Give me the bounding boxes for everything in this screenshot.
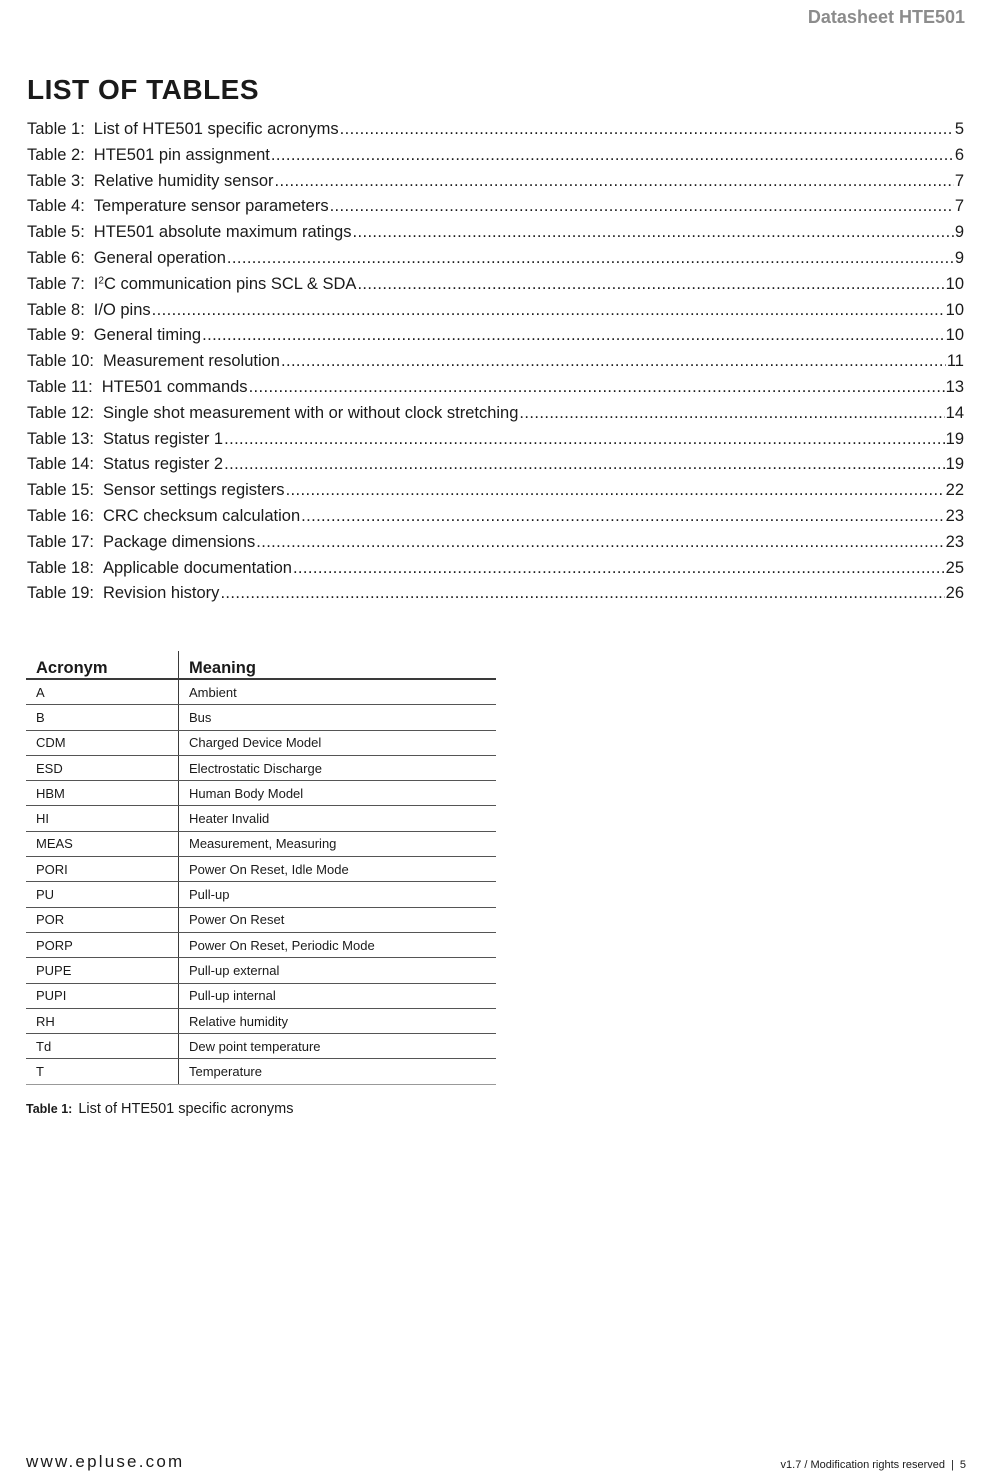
list-of-tables: [27, 117, 964, 607]
toc-dot-leader: [519, 401, 944, 427]
column-header-acronym: Acronym: [26, 651, 179, 679]
toc-entry-number: Table 14:: [27, 455, 94, 474]
acronym-cell: RH: [26, 1008, 179, 1033]
table-row: [26, 983, 496, 1008]
acronym-cell: PUPI: [26, 983, 179, 1008]
acronym-cell: PU: [26, 882, 179, 907]
toc-entry[interactable]: [27, 143, 964, 169]
toc-entry-title: Relative humidity sensor: [93, 171, 274, 190]
toc-entry[interactable]: [27, 169, 964, 195]
toc-entry-page: 23: [945, 506, 964, 525]
acronym-cell: PORI: [26, 857, 179, 882]
meaning-cell: Ambient: [179, 679, 497, 705]
toc-entry-number: Table 7:: [27, 274, 85, 293]
toc-dot-leader: [224, 452, 945, 478]
toc-dot-leader: [202, 323, 945, 349]
toc-entry-number: Table 16:: [27, 506, 94, 525]
toc-dot-leader: [301, 504, 945, 530]
toc-dot-leader: [220, 581, 944, 607]
meaning-cell: Dew point temperature: [179, 1034, 497, 1059]
toc-dot-leader: [286, 478, 945, 504]
acronym-cell: HBM: [26, 781, 179, 806]
toc-entry-number: Table 19:: [27, 584, 94, 603]
toc-entry-title: HTE501 absolute maximum ratings: [93, 223, 352, 242]
toc-entry-number: Table 2:: [27, 145, 85, 164]
toc-dot-leader: [249, 375, 945, 401]
acronyms-table: [26, 651, 496, 1085]
acronym-cell: Td: [26, 1034, 179, 1059]
toc-entry[interactable]: [27, 194, 964, 220]
toc-entry-title: Single shot measurement with or without clock stretching: [102, 403, 519, 422]
table-row: [26, 755, 496, 780]
acronym-cell: ESD: [26, 755, 179, 780]
toc-entry-title: Status register 1: [102, 429, 224, 448]
toc-dot-leader: [340, 117, 954, 143]
table-row: [26, 679, 496, 705]
meaning-cell: Human Body Model: [179, 781, 497, 806]
toc-dot-leader: [293, 556, 945, 582]
acronym-cell: T: [26, 1059, 179, 1084]
toc-entry-page: 25: [945, 558, 964, 577]
superscript-two: 2: [98, 275, 104, 287]
toc-entry-number: Table 17:: [27, 532, 94, 551]
list-of-tables-heading: LIST OF TABLES: [27, 74, 260, 105]
toc-entry-page: 10: [945, 326, 964, 345]
toc-entry-page: 23: [945, 532, 964, 551]
toc-entry-number: Table 11:: [27, 377, 93, 396]
toc-entry[interactable]: [27, 246, 964, 272]
toc-entry-number: Table 15:: [27, 481, 94, 500]
toc-entry-page: 5: [954, 120, 964, 138]
toc-dot-leader: [271, 143, 954, 169]
toc-entry-title: $I^2C$ communication pins SCL & SDA: [93, 274, 357, 293]
meaning-cell: Power On Reset, Periodic Mode: [179, 932, 497, 957]
footer-separator: |: [951, 1459, 954, 1471]
toc-entry-number: Table 8:: [27, 300, 85, 319]
toc-entry-page: 7: [954, 197, 964, 216]
toc-entry[interactable]: [27, 556, 964, 582]
toc-entry-title: Temperature sensor parameters: [93, 197, 329, 216]
acronym-cell: MEAS: [26, 831, 179, 856]
toc-entry-number: Table 12:: [27, 403, 94, 422]
version-note: v1.7 / Modification rights reserved: [780, 1459, 946, 1471]
toc-entry[interactable]: [27, 323, 964, 349]
toc-dot-leader: [256, 530, 944, 556]
toc-entry[interactable]: [27, 298, 964, 324]
meaning-cell: Electrostatic Discharge: [179, 755, 497, 780]
table-row: [26, 781, 496, 806]
toc-entry-page: 14: [945, 403, 964, 422]
acronym-cell: POR: [26, 907, 179, 932]
meaning-cell: Bus: [179, 705, 497, 730]
toc-entry-page: 9: [954, 223, 964, 242]
toc-entry-number: Table 18:: [27, 558, 94, 577]
toc-dot-leader: [275, 169, 954, 195]
toc-entry-number: Table 3:: [27, 171, 85, 190]
toc-dot-leader: [330, 194, 954, 220]
toc-entry-page: 10: [945, 300, 964, 319]
table-row: [26, 806, 496, 831]
toc-entry-title: General timing: [93, 326, 202, 345]
toc-entry-title: General operation: [93, 248, 226, 267]
meaning-cell: Pull-up internal: [179, 983, 497, 1008]
meaning-cell: Power On Reset: [179, 907, 497, 932]
toc-entry-title: HTE501 commands: [101, 377, 248, 396]
toc-entry-title: Applicable documentation: [102, 558, 292, 577]
toc-entry-number: Table 9:: [27, 326, 85, 345]
footer-info: [781, 1459, 966, 1471]
acronym-cell: CDM: [26, 730, 179, 755]
toc-entry[interactable]: [27, 401, 964, 427]
toc-entry-page: 6: [954, 145, 964, 164]
toc-entry-page: 11: [946, 352, 964, 371]
toc-dot-leader: [281, 349, 946, 375]
toc-dot-leader: [353, 220, 954, 246]
toc-entry-page: 13: [945, 377, 964, 396]
meaning-cell: Charged Device Model: [179, 730, 497, 755]
table-row: [26, 831, 496, 856]
table-row: [26, 705, 496, 730]
acronym-cell: PORP: [26, 932, 179, 957]
table-row: [26, 857, 496, 882]
toc-entry-number: Table 4:: [27, 197, 85, 216]
toc-entry-number: Table 1:: [27, 120, 85, 138]
toc-entry-title: Sensor settings registers: [102, 481, 285, 500]
toc-entry-number: Table 10:: [27, 352, 94, 371]
toc-entry[interactable]: [27, 375, 964, 401]
meaning-cell: Measurement, Measuring: [179, 831, 497, 856]
table-row: [26, 932, 496, 957]
document-title: Datasheet HTE501: [807, 7, 965, 27]
acronym-cell: B: [26, 705, 179, 730]
toc-dot-leader: [227, 246, 954, 272]
toc-entry-title: I/O pins: [93, 300, 151, 319]
toc-entry[interactable]: [27, 504, 964, 530]
table-row: [26, 1008, 496, 1033]
toc-entry[interactable]: [27, 427, 964, 453]
page-number: 5: [959, 1459, 966, 1471]
toc-dot-leader: [224, 427, 945, 453]
toc-entry[interactable]: [27, 117, 964, 143]
meaning-cell: Power On Reset, Idle Mode: [179, 857, 497, 882]
table-header-row: [26, 651, 496, 679]
table-row: [26, 1034, 496, 1059]
toc-entry-number: Table 13:: [27, 429, 94, 448]
toc-entry-title: Package dimensions: [102, 532, 256, 551]
table-row: [26, 730, 496, 755]
toc-dot-leader: [357, 272, 944, 298]
toc-entry[interactable]: [27, 452, 964, 478]
table-caption: [26, 1101, 293, 1117]
toc-entry-page: 9: [954, 248, 964, 267]
acronym-cell: HI: [26, 806, 179, 831]
meaning-cell: Pull-up external: [179, 958, 497, 983]
toc-entry-title: HTE501 pin assignment: [93, 145, 270, 164]
toc-entry-page: 7: [954, 171, 964, 190]
toc-entry-page: 10: [945, 274, 964, 293]
toc-entry-page: 19: [945, 429, 964, 448]
table-caption-label: Table 1:: [26, 1102, 73, 1116]
toc-entry-number: Table 6:: [27, 248, 85, 267]
toc-entry-title: Measurement resolution: [102, 352, 280, 371]
table-row: [26, 958, 496, 983]
acronym-cell: A: [26, 679, 179, 705]
meaning-cell: Relative humidity: [179, 1008, 497, 1033]
toc-entry[interactable]: [27, 581, 964, 607]
table-caption-text: List of HTE501 specific acronyms: [78, 1101, 294, 1117]
toc-entry[interactable]: [27, 530, 964, 556]
toc-dot-leader: [152, 298, 945, 324]
website-link[interactable]: www.epluse.com: [26, 1452, 185, 1471]
toc-entry[interactable]: [27, 349, 964, 375]
toc-entry-page: 22: [945, 481, 964, 500]
column-header-meaning: Meaning: [179, 651, 497, 679]
table-row: [26, 882, 496, 907]
toc-entry-title: CRC checksum calculation: [102, 506, 301, 525]
toc-entry-title: List of HTE501 specific acronyms: [93, 120, 339, 138]
toc-entry-number: Table 5:: [27, 223, 85, 242]
toc-entry-page: 19: [945, 455, 964, 474]
toc-entry[interactable]: [27, 220, 964, 246]
table-row: [26, 907, 496, 932]
toc-entry-title: Status register 2: [102, 455, 224, 474]
toc-entry-page: 26: [945, 584, 964, 603]
toc-entry[interactable]: [27, 272, 964, 298]
acronym-cell: PUPE: [26, 958, 179, 983]
toc-entry-title: Revision history: [102, 584, 220, 603]
meaning-cell: Temperature: [179, 1059, 497, 1084]
toc-entry[interactable]: [27, 478, 964, 504]
meaning-cell: Pull-up: [179, 882, 497, 907]
table-row: [26, 1059, 496, 1084]
meaning-cell: Heater Invalid: [179, 806, 497, 831]
